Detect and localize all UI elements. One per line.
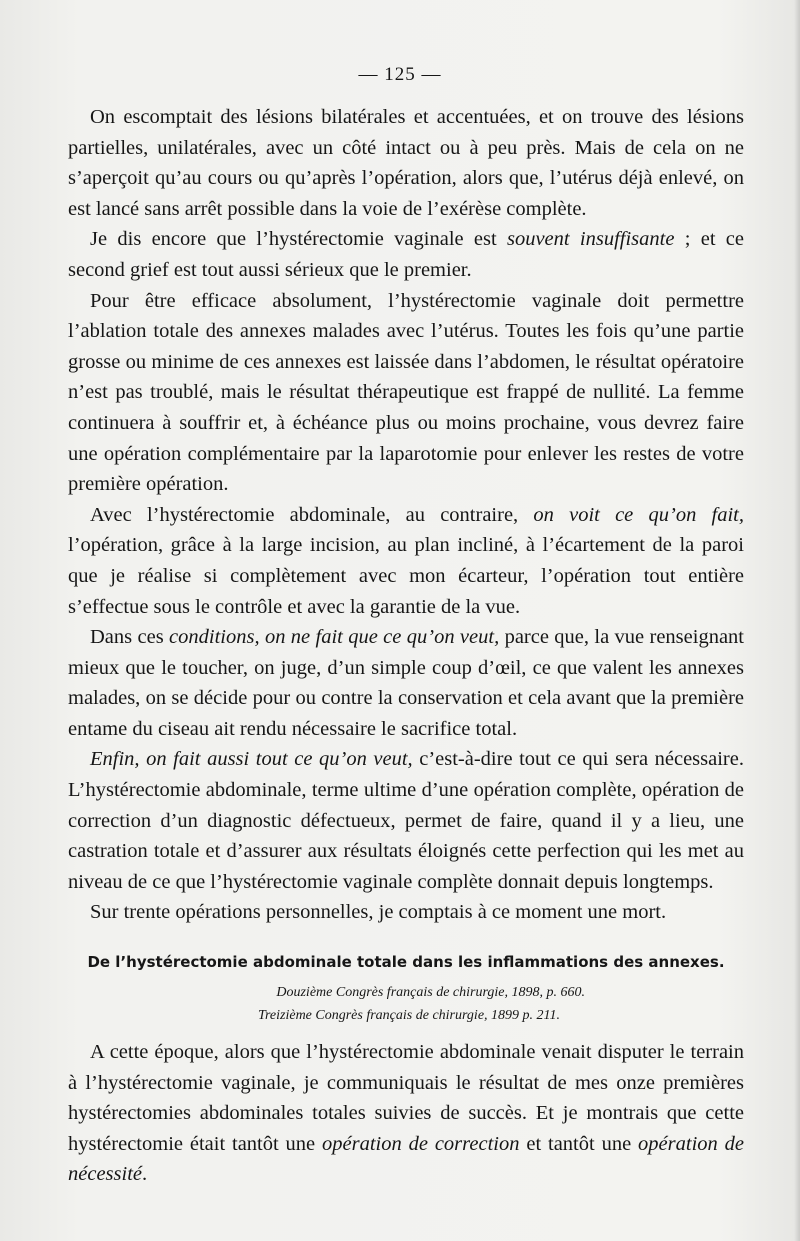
text-run: l’opération, grâce à la large incision, au plan incliné, à l’écartement de la paroi que je réalise si complètement avec mon écarteur, l’opération tout entière s’effectue sous le contrôle et avec la garantie de la vue. (68, 534, 744, 618)
text-run: Je dis encore que l’hystérectomie vaginale est (90, 228, 507, 251)
text-run: A cette époque, alors que l’hystérectomie abdominale venait disputer le terrain à l’hystérectomie vaginale, je communiquais le résultat de mes onze premières hystérectomies abdominales totales suivies de succès. Et je montrais que cette hystérectomie était tantôt une (68, 1041, 744, 1155)
paragraph (68, 744, 744, 897)
text-run: Sur trente opérations personnelles, je comptais à ce moment une mort. (90, 901, 667, 924)
paragraph (68, 897, 744, 928)
page-number: — 125 — (358, 64, 442, 85)
paragraph (68, 102, 744, 224)
paragraph (68, 224, 744, 285)
text-run: On escomptait des lésions bilatérales et accentuées, et on trouve des lésions partielles, unilatérales, avec un côté intact ou à peu près. Mais de cela on ne s’aperçoit qu’au cours ou qu’après l’opération, alors que, l’utérus déjà enlevé, on est lancé sans arrêt possible dans la voie de l’exérèse complète. (68, 106, 744, 220)
section-heading: De l’hystérectomie abdominale totale dans les inflammations des annexes. (87, 953, 725, 971)
italic-run: Enfin, on fait aussi tout ce qu’on veut, (90, 748, 413, 771)
reference-line: Treizième Congrès français de chirurgie, 1899 p. 211. (257, 1008, 560, 1023)
paragraph (68, 1037, 744, 1190)
text-run: et tantôt une (519, 1132, 639, 1155)
italic-run: opération de correction (322, 1132, 520, 1155)
text-run: parce que, la vue renseignant mieux que le toucher, on juge, d’un simple coup d’œil, ce que valent les annexes malades, on se décide pour ou contre la conservation et cela avant que la première entame du ciseau ait rendu nécessaire le sacrifice total. (68, 626, 744, 740)
italic-run: conditions, on ne fait que ce qu’on veut, (169, 626, 500, 649)
body-text (68, 102, 744, 928)
paragraph (68, 286, 744, 500)
italic-run: opération de nécessité (68, 1132, 744, 1186)
italic-run: souvent insuffisante (506, 228, 675, 251)
text-run: Avec l’hystérectomie abdominale, au contraire, (90, 503, 534, 526)
text-run: Dans ces (90, 626, 170, 649)
text-run: ; et ce second grief est tout aussi sérieux que le premier. (68, 228, 744, 281)
page-edge-shadow (794, 0, 800, 1241)
text-run: c’est-à-dire tout ce qui sera nécessaire. L’hystérectomie abdominale, terme ultime d’une opération complète, opération de correction d’un diagnostic défectueux, permet de faire, quand il y a lieu, une castration totale et d’assurer aux résultats éloignés cette perfection qui les met au niveau de ce que l’hystérectomie vaginale complète donnait depuis longtemps. (68, 748, 744, 893)
text-run: . (142, 1163, 148, 1186)
reference-line: Douzième Congrès français de chirurgie, 1898, p. 660. (276, 985, 585, 1000)
text-run: Pour être efficace absolument, l’hystérectomie vaginale doit permettre l’ablation totale des annexes malades avec l’utérus. Toutes les fois qu’une partie grosse ou minime de ces annexes est laissée dans l’abdomen, le résultat opératoire n’est pas troublé, mais le résultat thérapeutique est frappé de nullité. La femme continuera à souffrir et, à échéance plus ou moins prochaine, vous devrez faire une opération complémentaire par la laparotomie pour enlever les restes de votre première opération. (68, 289, 744, 496)
paragraph (68, 500, 744, 622)
closing-text (68, 1037, 744, 1190)
italic-run: on voit ce qu’on fait, (533, 503, 745, 526)
paragraph (68, 622, 744, 744)
